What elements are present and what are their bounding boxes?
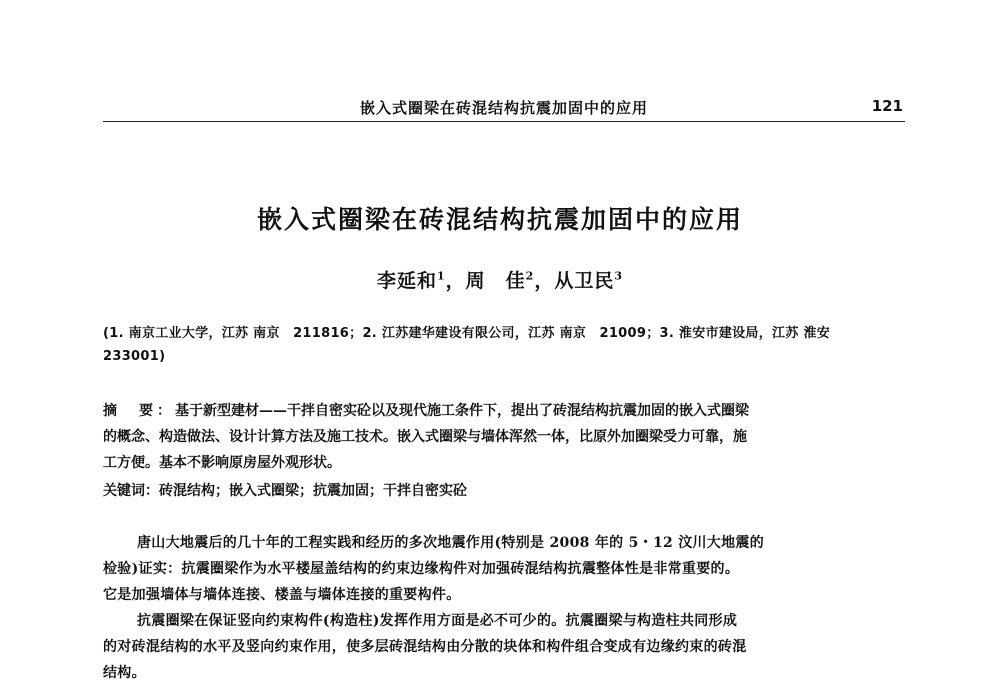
abstract [103,398,905,476]
paragraph-line: 检验)证实：抗震圈梁作为水平楼屋盖结构的约束边缘构件对加强砖混结构抗震整体性是非常重要的。 [103,561,740,577]
author-name: 从卫民 [554,270,615,292]
abstract-line: 工方便。基本不影响原房屋外观形状。 [103,455,341,471]
author-affiliation-mark: 3 [614,269,624,283]
affiliation-line: (1. 南京工业大学，江苏 南京 211816；2. 江苏建华建设有限公司，江苏 南京 21009；3. 淮安市建设局，江苏 淮安 [103,326,831,341]
abstract-line: 的概念、构造做法、设计计算方法及施工技术。嵌入式圈梁与墙体浑然一体，比原外加圈梁受力可靠，施 [103,429,747,445]
abstract-label: 摘 要： [103,403,175,419]
running-header [103,95,905,122]
author-name: 周 佳 [465,270,526,292]
author-affiliation-mark: 2 [525,269,535,283]
paragraph-line: 结构。 [103,665,146,681]
paragraph-line: 的对砖混结构的水平及竖向约束作用，使多层砖混结构由分散的块体和构件组合变成有边缘约束的砖混 [103,639,747,655]
abstract-line: 基于新型建材——干拌自密实砼以及现代施工条件下，提出了砖混结构抗震加固的嵌入式圈梁 [175,403,749,419]
author-separator: ， [534,270,555,292]
body-text [103,530,905,686]
paragraph-line: 抗震圈梁在保证竖向约束构件(构造柱)发挥作用方面是必不可少的。抗震圈梁与构造柱共同形成 [137,613,738,629]
affiliations [103,322,905,368]
author-list [0,266,1000,293]
keywords-label: 关键词： [103,483,159,499]
keywords [103,478,905,504]
author-separator: ， [445,270,466,292]
paragraph-line: 它是加强墙体与墙体连接、楼盖与墙体连接的重要构件。 [103,587,461,603]
author-name: 李延和 [376,270,437,292]
page-number: 121 [871,97,903,115]
running-title: 嵌入式圈梁在砖混结构抗震加固中的应用 [359,99,648,117]
author-affiliation-mark: 1 [436,269,446,283]
article-title: 嵌入式圈梁在砖混结构抗震加固中的应用 [256,205,743,234]
affiliation-line: 233001) [103,349,166,364]
paragraph-line: 唐山大地震后的几十年的工程实践和经历的多次地震作用(特别是 2008 年的 5・12 汶川大地震的 [137,535,765,551]
keywords-text: 砖混结构；嵌入式圈梁；抗震加固；干拌自密实砼 [159,483,467,499]
